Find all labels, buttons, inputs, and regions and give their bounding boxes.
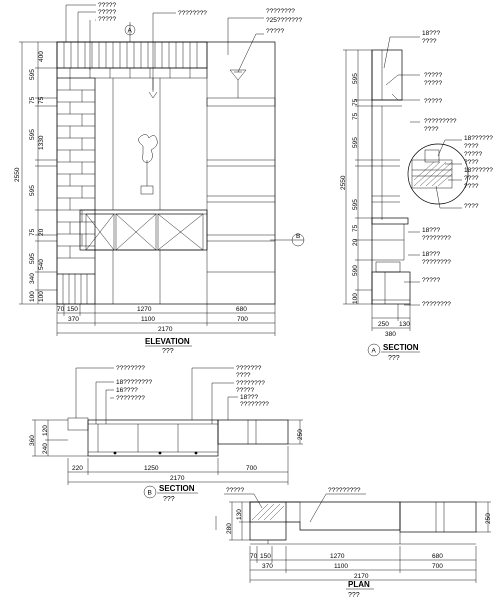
svg-text:595: 595 bbox=[29, 129, 36, 140]
svg-text:400: 400 bbox=[38, 51, 45, 62]
brick-band bbox=[57, 68, 207, 78]
svg-text:700: 700 bbox=[237, 316, 248, 323]
section-b-callout-r1: ??????? bbox=[236, 365, 262, 372]
section-b-callout-l2: 18???????? bbox=[116, 379, 153, 386]
section-a-callout-18: 18??? bbox=[422, 251, 441, 258]
plan-view bbox=[216, 487, 492, 599]
plan-dims-left bbox=[216, 502, 250, 540]
section-a-callout-3: ????? bbox=[424, 72, 443, 79]
section-a-callout-5: ????? bbox=[424, 98, 443, 105]
svg-text:100: 100 bbox=[38, 291, 45, 302]
elevation-callout-7: ????? bbox=[266, 28, 285, 35]
svg-text:595: 595 bbox=[29, 185, 36, 196]
section-b-body bbox=[88, 420, 218, 456]
svg-text:220: 220 bbox=[72, 465, 83, 472]
plan-leaders bbox=[224, 494, 366, 522]
plan-title: PLAN bbox=[348, 580, 370, 589]
elevation-callout-3: ????? bbox=[98, 16, 117, 23]
elevation-view bbox=[14, 2, 304, 355]
section-a-callout-20: ????? bbox=[422, 277, 441, 284]
svg-text:2170: 2170 bbox=[158, 326, 173, 333]
svg-text:20: 20 bbox=[38, 228, 45, 236]
svg-text:280: 280 bbox=[226, 523, 233, 534]
section-a-subtitle: ??? bbox=[388, 355, 400, 362]
section-b-leaders bbox=[76, 368, 238, 424]
svg-text:360: 360 bbox=[29, 435, 36, 446]
svg-text:75: 75 bbox=[38, 96, 45, 104]
elevation-dims-bottom bbox=[57, 304, 275, 336]
section-a-callout-12: 18?????? bbox=[464, 167, 493, 174]
section-a-callout-10: ????? bbox=[464, 151, 483, 158]
section-b-callout-r5: 18??? bbox=[240, 394, 259, 401]
elevation-callout-6: ?25??????? bbox=[266, 17, 303, 24]
plan-outline bbox=[250, 502, 400, 540]
section-a-callout-1: 18??? bbox=[422, 30, 441, 37]
section-a-callout-7: ???? bbox=[424, 126, 439, 133]
svg-text:680: 680 bbox=[236, 306, 247, 313]
svg-text:2550: 2550 bbox=[14, 167, 21, 182]
svg-text:700: 700 bbox=[246, 465, 257, 472]
svg-text:250: 250 bbox=[485, 513, 492, 524]
section-a-callout-15: ???? bbox=[464, 203, 479, 210]
elevation-top-slats bbox=[57, 42, 207, 68]
svg-text:595: 595 bbox=[352, 199, 359, 210]
section-a-callout-19: ???????? bbox=[422, 259, 451, 266]
section-b-callout-l1: ???????? bbox=[116, 365, 145, 372]
svg-text:75: 75 bbox=[352, 98, 359, 106]
section-a-callout-21: ???????? bbox=[422, 301, 451, 308]
svg-text:1250: 1250 bbox=[144, 465, 159, 472]
section-b-callout-r2: ???? bbox=[236, 372, 251, 379]
plan-subtitle: ??? bbox=[348, 592, 360, 599]
svg-text:380: 380 bbox=[385, 331, 396, 338]
plan-callout-1: ????? bbox=[226, 487, 245, 494]
svg-text:75: 75 bbox=[352, 112, 359, 120]
svg-text:540: 540 bbox=[38, 259, 45, 270]
svg-text:240: 240 bbox=[42, 443, 49, 454]
svg-text:70: 70 bbox=[57, 306, 65, 313]
section-a-callout-14: ???? bbox=[464, 183, 479, 190]
svg-text:1100: 1100 bbox=[141, 316, 155, 323]
section-b-title: SECTION bbox=[159, 484, 195, 493]
svg-text:1100: 1100 bbox=[334, 563, 348, 570]
svg-text:A: A bbox=[127, 27, 132, 35]
svg-text:100: 100 bbox=[29, 291, 36, 302]
section-a-dims-bottom bbox=[372, 304, 410, 338]
svg-text:150: 150 bbox=[260, 553, 271, 560]
elevation-callout-2: ????? bbox=[98, 9, 117, 16]
section-b-callout-l3: 16???? bbox=[116, 387, 138, 394]
section-b-callout-r6: ???????? bbox=[240, 401, 269, 408]
section-a-callout-9: ???? bbox=[464, 143, 479, 150]
section-a-top-box bbox=[372, 50, 402, 100]
section-a-title: SECTION bbox=[383, 343, 419, 352]
plan-left-block bbox=[250, 502, 286, 522]
section-a-callout-17: ???????? bbox=[422, 235, 451, 242]
svg-text:70: 70 bbox=[250, 553, 258, 560]
svg-text:A: A bbox=[371, 347, 376, 355]
vase-decoration bbox=[138, 134, 157, 194]
svg-text:680: 680 bbox=[432, 553, 443, 560]
section-a-dims-left bbox=[340, 50, 372, 304]
svg-text:590: 590 bbox=[352, 265, 359, 276]
section-b-dims-left bbox=[29, 420, 88, 456]
svg-text:2550: 2550 bbox=[340, 175, 347, 190]
svg-text:250: 250 bbox=[378, 321, 389, 328]
svg-text:595: 595 bbox=[352, 73, 359, 84]
lower-slats bbox=[57, 274, 95, 304]
section-a-callout-2: ???? bbox=[422, 38, 437, 45]
section-b-subtitle: ??? bbox=[163, 496, 175, 503]
svg-text:595: 595 bbox=[29, 69, 36, 80]
elevation-callout-4: ???????? bbox=[178, 10, 207, 17]
section-a-counter bbox=[372, 218, 408, 224]
svg-text:B: B bbox=[147, 489, 152, 497]
svg-text:2170: 2170 bbox=[170, 475, 185, 482]
section-b-view bbox=[29, 365, 304, 503]
section-a-callout-4: ????? bbox=[424, 80, 443, 87]
elevation-title: ELEVATION bbox=[145, 337, 190, 346]
elevation-outline bbox=[57, 42, 275, 304]
section-a-detail-circle bbox=[408, 144, 468, 204]
right-cabinet bbox=[207, 42, 275, 304]
plan-dims-bottom bbox=[250, 546, 476, 583]
svg-text:1270: 1270 bbox=[137, 306, 152, 313]
elevation-callout-1: ????? bbox=[98, 2, 117, 9]
section-a-callout-16: 18??? bbox=[422, 227, 441, 234]
svg-text:75: 75 bbox=[29, 96, 36, 104]
svg-text:595: 595 bbox=[29, 253, 36, 264]
svg-text:130: 130 bbox=[399, 321, 410, 328]
top-slat-lines bbox=[64, 42, 197, 68]
elevation-subtitle: ??? bbox=[162, 348, 174, 355]
section-a-callout-6: ????????? bbox=[424, 118, 457, 125]
svg-text:1330: 1330 bbox=[38, 135, 45, 150]
section-b-dim-right bbox=[288, 420, 304, 444]
elevation-dims-left bbox=[14, 42, 57, 304]
svg-text:370: 370 bbox=[262, 563, 273, 570]
plan-dim-right bbox=[476, 502, 492, 532]
plan-right-block bbox=[400, 502, 476, 532]
svg-text:120: 120 bbox=[42, 425, 49, 436]
svg-text:150: 150 bbox=[67, 306, 78, 313]
svg-text:370: 370 bbox=[68, 316, 79, 323]
svg-text:100: 100 bbox=[352, 293, 359, 304]
svg-text:130: 130 bbox=[236, 509, 243, 520]
counter-panels bbox=[80, 210, 207, 250]
svg-text:595: 595 bbox=[352, 137, 359, 148]
svg-text:75: 75 bbox=[352, 224, 359, 232]
svg-text:75: 75 bbox=[29, 228, 36, 236]
svg-text:700: 700 bbox=[432, 563, 443, 570]
section-marker-a-top bbox=[125, 22, 135, 42]
elevation-callout-5: ???????? bbox=[266, 8, 295, 15]
svg-text:B: B bbox=[296, 233, 301, 240]
brick-column bbox=[57, 78, 95, 274]
section-b-callout-r4: ????? bbox=[236, 387, 255, 394]
svg-text:2170: 2170 bbox=[354, 573, 369, 580]
section-a-view bbox=[340, 30, 493, 362]
section-b-callout-l4: ???????? bbox=[116, 395, 145, 402]
svg-text:1270: 1270 bbox=[330, 553, 345, 560]
svg-text:250: 250 bbox=[297, 429, 304, 440]
section-a-callout-11: ???? bbox=[464, 159, 479, 166]
plan-callout-2: ????????? bbox=[328, 487, 361, 494]
svg-text:340: 340 bbox=[29, 273, 36, 284]
section-a-callout-13: ???? bbox=[464, 175, 479, 182]
elevation-leaders bbox=[66, 5, 264, 90]
section-b-callout-r3: ???????? bbox=[236, 380, 265, 387]
section-a-callout-8: 18?????? bbox=[464, 135, 493, 142]
svg-text:20: 20 bbox=[352, 238, 359, 246]
section-b-right-box bbox=[218, 420, 288, 444]
